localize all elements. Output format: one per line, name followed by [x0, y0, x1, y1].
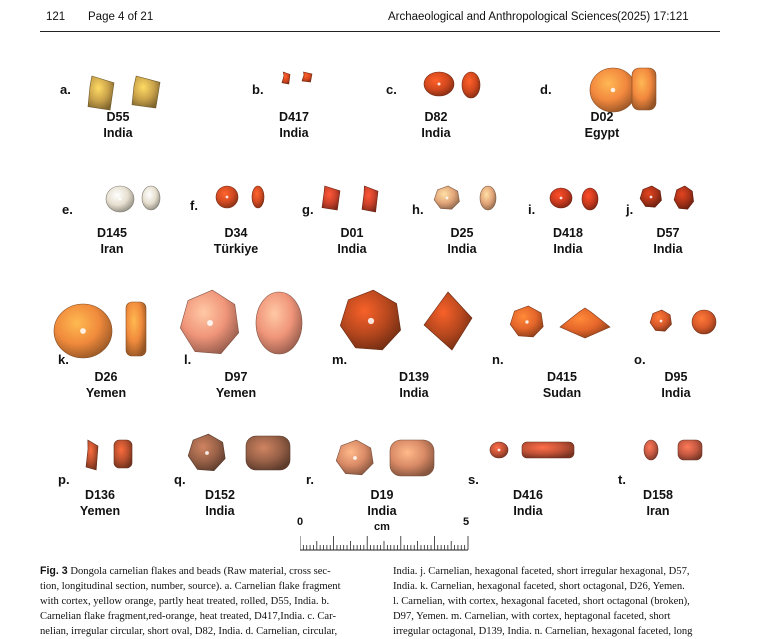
- bead-panel-r: [336, 440, 434, 476]
- bead-perforation: [498, 449, 501, 452]
- caption-line: [40, 609, 366, 624]
- bead-id: D139: [399, 370, 429, 384]
- bead-id: D158: [643, 488, 673, 502]
- bead-source: India: [367, 504, 397, 518]
- bead-panel-t: [644, 440, 702, 460]
- bead-source: India: [103, 126, 133, 140]
- bead-perforation: [80, 328, 86, 334]
- bead-source: India: [337, 242, 367, 256]
- panel-letter: b.: [252, 82, 264, 97]
- panel-letter: j.: [626, 202, 634, 217]
- bead-source: Sudan: [542, 386, 582, 400]
- bead-id: D25: [450, 226, 474, 240]
- bead-panel-h: [434, 186, 496, 210]
- bead-panel-g: [322, 186, 378, 212]
- caption-line: India. k. Carnelian, hexagonal faceted, short octagonal, D26, Yemen.: [393, 581, 685, 592]
- bead-source: Yemen: [85, 386, 127, 400]
- bead-source: India: [447, 242, 477, 256]
- bead-id: D01: [340, 226, 364, 240]
- caption-left-column: [40, 564, 366, 639]
- caption-text: nelian, irregular circular, short oval, D82, India. d. Carnelian, circular,: [40, 626, 338, 637]
- page-of: Page 4 of 21: [88, 11, 154, 23]
- bead-panel-q: [188, 434, 290, 471]
- bead-source: Iran: [646, 504, 670, 518]
- bead-panel-e: [106, 186, 160, 212]
- bead-perforation: [438, 83, 441, 86]
- bead-longitudinal-section: [480, 186, 496, 210]
- bead-panel-n: [510, 306, 610, 338]
- scale-unit: cm: [374, 521, 390, 533]
- bead-longitudinal-section: [246, 436, 290, 470]
- bead-panel-p: [86, 440, 132, 470]
- bead-source: India: [421, 126, 451, 140]
- caption-text: with cortex, yellow orange, partly heat treated, rolled, D55, India. b.: [40, 596, 330, 607]
- page-header: [0, 0, 766, 30]
- citation: (2025) 17:121: [617, 11, 689, 23]
- bead-perforation: [207, 320, 213, 326]
- caption-line: irregular octagonal, D139, India. n. Carnelian, hexagonal faceted, long: [393, 626, 693, 637]
- bead-longitudinal-section: [142, 186, 160, 210]
- bead-id: D26: [94, 370, 118, 384]
- bead-source: India: [553, 242, 583, 256]
- caption-line: [40, 579, 366, 594]
- bead-perforation: [611, 88, 616, 93]
- caption-line: [40, 624, 366, 639]
- bead-panel-o: [650, 310, 716, 334]
- panel-letter: p.: [58, 472, 70, 487]
- bead-id: D136: [85, 488, 115, 502]
- bead-panel-c: [424, 72, 480, 98]
- bead-longitudinal-section: [522, 442, 574, 458]
- bead-id: D95: [664, 370, 688, 384]
- bead-longitudinal-section: [302, 72, 312, 82]
- figure-label: Fig. 3: [40, 565, 68, 577]
- panel-letter: s.: [468, 472, 479, 487]
- bead-id: D02: [590, 110, 614, 124]
- panel-letter: q.: [174, 472, 186, 487]
- panel-letter: d.: [540, 82, 552, 97]
- bead-id: D417: [279, 110, 309, 124]
- bead-perforation: [446, 197, 449, 200]
- bead-source: India: [399, 386, 429, 400]
- caption-line: India. j. Carnelian, hexagonal faceted, short irregular hexagonal, D57,: [393, 566, 690, 577]
- panel-letter: f.: [190, 198, 198, 213]
- caption-right-column: [393, 564, 722, 639]
- bead-source: India: [205, 504, 235, 518]
- scale-ruler: [300, 516, 480, 556]
- page-number: 121: [46, 11, 66, 23]
- bead-longitudinal-section: [692, 310, 716, 334]
- bead-panel-f: [216, 186, 264, 208]
- bead-perforation: [660, 320, 663, 323]
- bead-id: D415: [547, 370, 577, 384]
- bead-perforation: [226, 196, 229, 199]
- bead-longitudinal-section: [424, 292, 472, 350]
- bead-cross-section: [322, 186, 340, 210]
- caption-text: Carnelian flake fragment,red-orange, heat treated, D417,India. c. Car-: [40, 611, 336, 622]
- caption-line: [40, 564, 366, 579]
- bead-photographs: [40, 36, 720, 516]
- bead-panel-k: [54, 302, 146, 358]
- bead-panel-i: [550, 188, 598, 210]
- caption-line: D97, Yemen. m. Carnelian, with cortex, heptagonal faceted, short: [393, 611, 671, 622]
- panel-letter: c.: [386, 82, 397, 97]
- bead-id: D57: [656, 226, 680, 240]
- bead-longitudinal-section: [632, 68, 656, 110]
- bead-source: India: [279, 126, 309, 140]
- bead-longitudinal-section: [560, 308, 610, 338]
- bead-longitudinal-section: [256, 292, 302, 354]
- bead-panel-j: [640, 186, 694, 209]
- scale-max: 5: [463, 516, 470, 528]
- bead-longitudinal-section: [362, 186, 378, 212]
- bead-id: D19: [370, 488, 394, 502]
- bead-perforation: [525, 320, 528, 323]
- bead-longitudinal-section: [462, 72, 480, 98]
- bead-longitudinal-section: [132, 76, 160, 108]
- caption-text: Dongola carnelian flakes and beads (Raw material, cross sec-: [67, 566, 331, 577]
- bead-perforation: [650, 196, 653, 199]
- bead-cross-section: [282, 72, 290, 84]
- panel-letter: e.: [62, 202, 73, 217]
- bead-cross-section: [88, 76, 114, 110]
- bead-id: D82: [424, 110, 448, 124]
- panel-letter: g.: [302, 202, 314, 217]
- panel-letter: r.: [306, 472, 314, 487]
- bead-perforation: [560, 197, 563, 200]
- bead-cross-section: [644, 440, 658, 460]
- panel-letter: m.: [332, 352, 348, 367]
- panel-letter: l.: [184, 352, 192, 367]
- bead-longitudinal-section: [674, 186, 694, 209]
- bead-panel-l: [180, 290, 302, 354]
- bead-panel-a: [88, 76, 160, 110]
- bead-panel-s: [490, 442, 574, 458]
- journal-title: Archaeological and Anthropological Sciences: [388, 11, 618, 23]
- bead-source: India: [513, 504, 543, 518]
- bead-longitudinal-section: [390, 440, 434, 476]
- panel-letter: k.: [58, 352, 69, 367]
- bead-longitudinal-section: [252, 186, 264, 208]
- bead-perforation: [353, 456, 357, 460]
- caption-line: l. Carnelian, with cortex, hexagonal faceted, short octagonal (broken),: [393, 596, 690, 607]
- panel-letter: o.: [634, 352, 646, 367]
- bead-panel-b: [282, 72, 312, 84]
- bead-source: Yemen: [215, 386, 257, 400]
- bead-id: D416: [513, 488, 543, 502]
- caption-line: [40, 594, 366, 609]
- bead-perforation: [205, 451, 209, 455]
- bead-longitudinal-section: [678, 440, 702, 460]
- bead-id: D34: [224, 226, 248, 240]
- bead-source: Egypt: [584, 126, 620, 140]
- bead-id: D145: [97, 226, 127, 240]
- bead-source: India: [661, 386, 691, 400]
- bead-id: D97: [224, 370, 248, 384]
- bead-longitudinal-section: [582, 188, 598, 210]
- scale-bar: [297, 516, 480, 556]
- caption-text: tion, longitudinal section, number, source). a. Carnelian flake fragment: [40, 581, 341, 592]
- bead-panel-d: [590, 68, 656, 112]
- bead-source: Yemen: [79, 504, 121, 518]
- bead-source: Türkiye: [213, 242, 259, 256]
- bead-source: India: [653, 242, 683, 256]
- bead-longitudinal-section: [126, 302, 146, 356]
- panel-letter: n.: [492, 352, 504, 367]
- panel-letter: h.: [412, 202, 424, 217]
- panel-letter: a.: [60, 82, 71, 97]
- panel-letter: i.: [528, 202, 536, 217]
- header-rule: [40, 31, 720, 32]
- figure-3: [40, 36, 720, 556]
- bead-perforation: [368, 318, 374, 324]
- bead-perforation: [119, 198, 122, 201]
- bead-panel-m: [340, 290, 472, 350]
- bead-id: D418: [553, 226, 583, 240]
- bead-longitudinal-section: [114, 440, 132, 468]
- bead-source: Iran: [100, 242, 124, 256]
- bead-cross-section: [86, 440, 98, 470]
- scale-min: 0: [297, 516, 304, 528]
- bead-id: D152: [205, 488, 235, 502]
- panel-letter: t.: [618, 472, 626, 487]
- bead-id: D55: [106, 110, 130, 124]
